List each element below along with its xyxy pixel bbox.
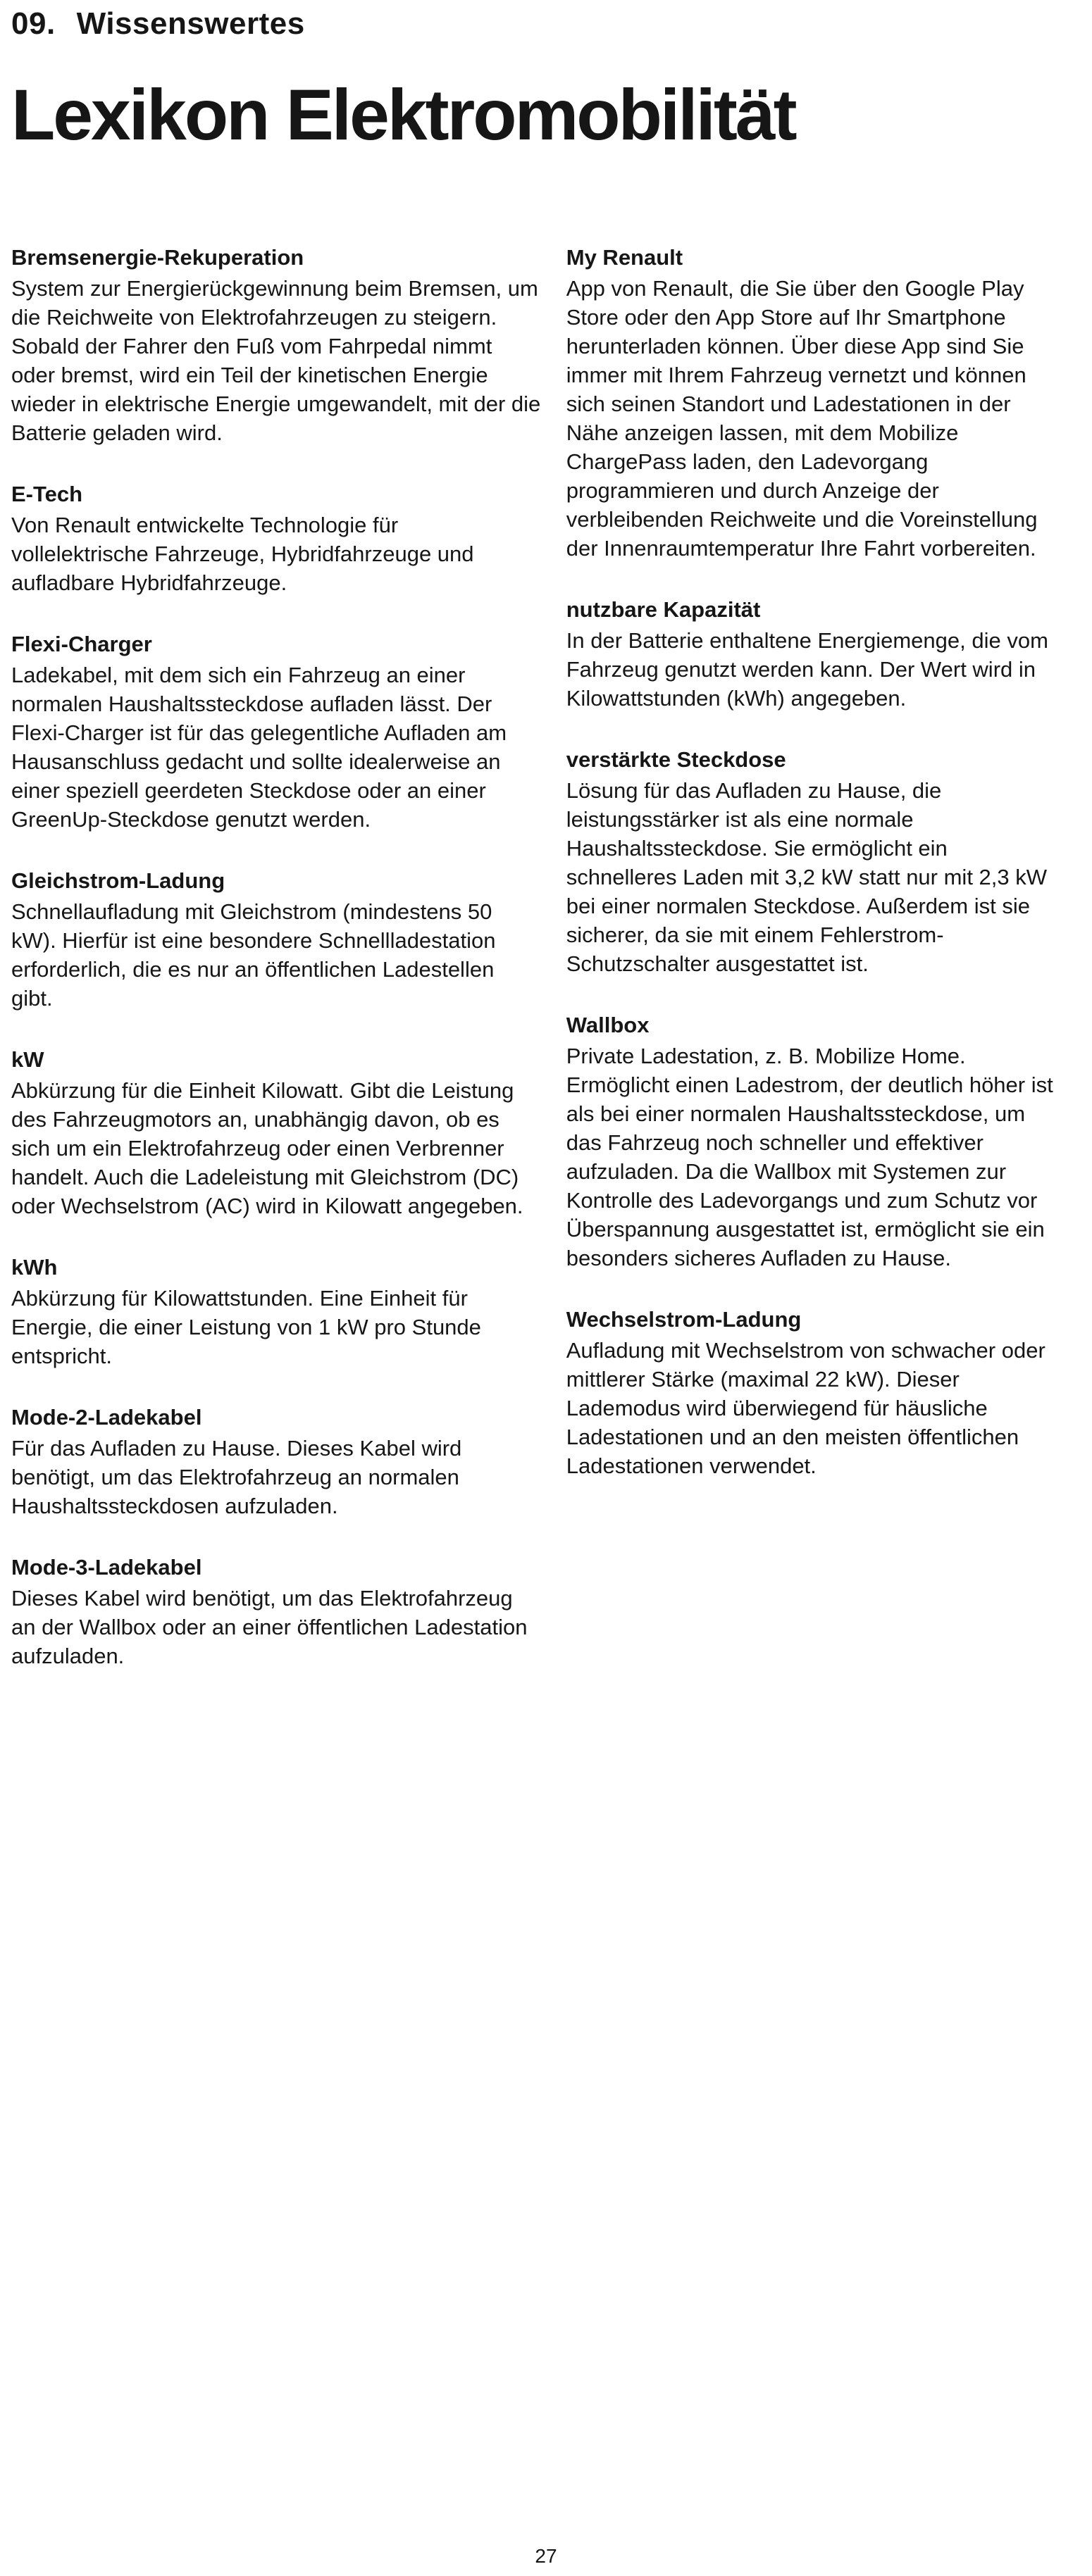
- glossary-definition: Abkürzung für die Einheit Kilowatt. Gibt die Leistung des Fahrzeugmotors an, unabhängig davon, ob es sich um ein Elektrofahrzeug oder einen Verbrenner handelt. Auch die Ladeleistung mit Gleichstrom (DC) oder Wechselstrom (AC) wird in Kilowatt angegeben.: [11, 1078, 523, 1219]
- glossary-entry: [566, 745, 1064, 978]
- glossary-definition: Von Renault entwickelte Technologie für vollelektrische Fahrzeuge, Hybridfahrzeuge und aufladbare Hybridfahrzeuge.: [11, 513, 474, 596]
- glossary-entry: [11, 1045, 541, 1220]
- glossary-entry: [11, 1253, 541, 1370]
- glossary-entry: [11, 480, 541, 597]
- glossary-entry: [11, 243, 541, 447]
- glossary-entry: [11, 630, 541, 834]
- glossary-definition: Abkürzung für Kilowattstunden. Eine Einheit für Energie, die einer Leistung von 1 kW pro Stunde entspricht.: [11, 1286, 481, 1369]
- page-footer: [0, 2546, 1092, 2566]
- page-title: Lexikon Elektromobilität: [11, 75, 795, 156]
- glossary-term: Wallbox: [566, 1013, 650, 1038]
- glossary-term: Mode-2-Ladekabel: [11, 1405, 202, 1430]
- glossary-term: Flexi-Charger: [11, 632, 152, 657]
- glossary-entry: [566, 1305, 1064, 1480]
- glossary-entry: [566, 595, 1064, 713]
- glossary-term: kWh: [11, 1255, 58, 1280]
- section-title: Wissenswertes: [76, 6, 305, 41]
- glossary-entry: [11, 1403, 541, 1520]
- glossary-definition: Für das Aufladen zu Hause. Dieses Kabel wird benötigt, um das Elektrofahrzeug an normalen Haushaltssteckdosen aufzuladen.: [11, 1436, 462, 1519]
- glossary-term: My Renault: [566, 245, 683, 270]
- glossary-definition: Aufladung mit Wechselstrom von schwacher oder mittlerer Stärke (maximal 22 kW). Dieser Lademodus wird überwiegend für häusliche Ladestationen und an den meisten öffentlichen Ladestationen verwendet.: [566, 1338, 1046, 1479]
- glossary-definition: Lösung für das Aufladen zu Hause, die leistungsstärker ist als eine normale Haushaltssteckdose. Sie ermöglicht ein schnelleres Laden mit 3,2 kW statt nur mit 2,3 kW bei einer normalen Steckdose. Außerdem ist sie sicherer, da sie mit einem Fehlerstrom-Schutzschalter ausgestattet ist.: [566, 778, 1048, 977]
- glossary-entry: [566, 243, 1064, 563]
- page-number: 27: [535, 2545, 557, 2567]
- glossary-column-right: [566, 243, 1064, 1513]
- glossary-columns: [11, 243, 1064, 1703]
- glossary-column-left: [11, 243, 541, 1703]
- glossary-definition: In der Batterie enthaltene Energiemenge, die vom Fahrzeug genutzt werden kann. Der Wert wird in Kilowattstunden (kWh) angegeben.: [566, 628, 1048, 711]
- section-header: [11, 7, 1064, 41]
- glossary-term: Gleichstrom-Ladung: [11, 868, 225, 894]
- glossary-definition: Dieses Kabel wird benötigt, um das Elektrofahrzeug an der Wallbox oder an einer öffentlichen Ladestation aufzuladen.: [11, 1586, 528, 1669]
- glossary-definition: Private Ladestation, z. B. Mobilize Home. Ermöglicht einen Ladestrom, der deutlich höher ist als bei einer normalen Haushaltssteckdose, um das Fahrzeug noch schneller und effektiver aufzuladen. Da die Wallbox mit Systemen zur Kontrolle des Ladevorgangs und zum Schutz vor Überspannung ausgestattet ist, ermöglicht sie ein besonders sicheres Aufladen zu Hause.: [566, 1044, 1053, 1271]
- glossary-definition: System zur Energierückgewinnung beim Bremsen, um die Reichweite von Elektrofahrzeugen zu steigern. Sobald der Fahrer den Fuß vom Fahrpedal nimmt oder bremst, wird ein Teil der kinetischen Energie wieder in elektrische Energie umgewandelt, mit der die Batterie geladen wird.: [11, 276, 541, 446]
- glossary-definition: Schnellaufladung mit Gleichstrom (mindestens 50 kW). Hierfür ist eine besondere Schnellladestation erforderlich, die es nur an öffentlichen Ladestellen gibt.: [11, 899, 496, 1011]
- section-number: 09.: [11, 6, 56, 41]
- glossary-term: nutzbare Kapazität: [566, 597, 761, 623]
- glossary-term: E-Tech: [11, 482, 83, 507]
- glossary-entry: [11, 866, 541, 1013]
- glossary-entry: [566, 1011, 1064, 1273]
- glossary-term: Mode-3-Ladekabel: [11, 1555, 202, 1580]
- glossary-definition: Ladekabel, mit dem sich ein Fahrzeug an einer normalen Haushaltssteckdose aufladen lässt. Der Flexi-Charger ist für das gelegentliche Aufladen am Hausanschluss gedacht und sollte idealerweise an einer speziell geerdeten Steckdose oder an einer GreenUp-Steckdose genutzt werden.: [11, 663, 507, 832]
- glossary-entry: [11, 1553, 541, 1670]
- glossary-term: verstärkte Steckdose: [566, 747, 786, 773]
- glossary-definition: App von Renault, die Sie über den Google Play Store oder den App Store auf Ihr Smartphone herunterladen können. Über diese App sind Sie immer mit Ihrem Fahrzeug vernetzt und können sich seinen Standort und Ladestationen in der Nähe anzeigen lassen, mit dem Mobilize ChargePass laden, den Ladevorgang programmieren und durch Anzeige der verbleibenden Reichweite und die Voreinstellung der Innenraumtemperatur Ihre Fahrt vorbereiten.: [566, 276, 1038, 561]
- glossary-term: kW: [11, 1047, 44, 1073]
- glossary-term: Bremsenergie-Rekuperation: [11, 245, 304, 270]
- glossary-term: Wechselstrom-Ladung: [566, 1307, 802, 1332]
